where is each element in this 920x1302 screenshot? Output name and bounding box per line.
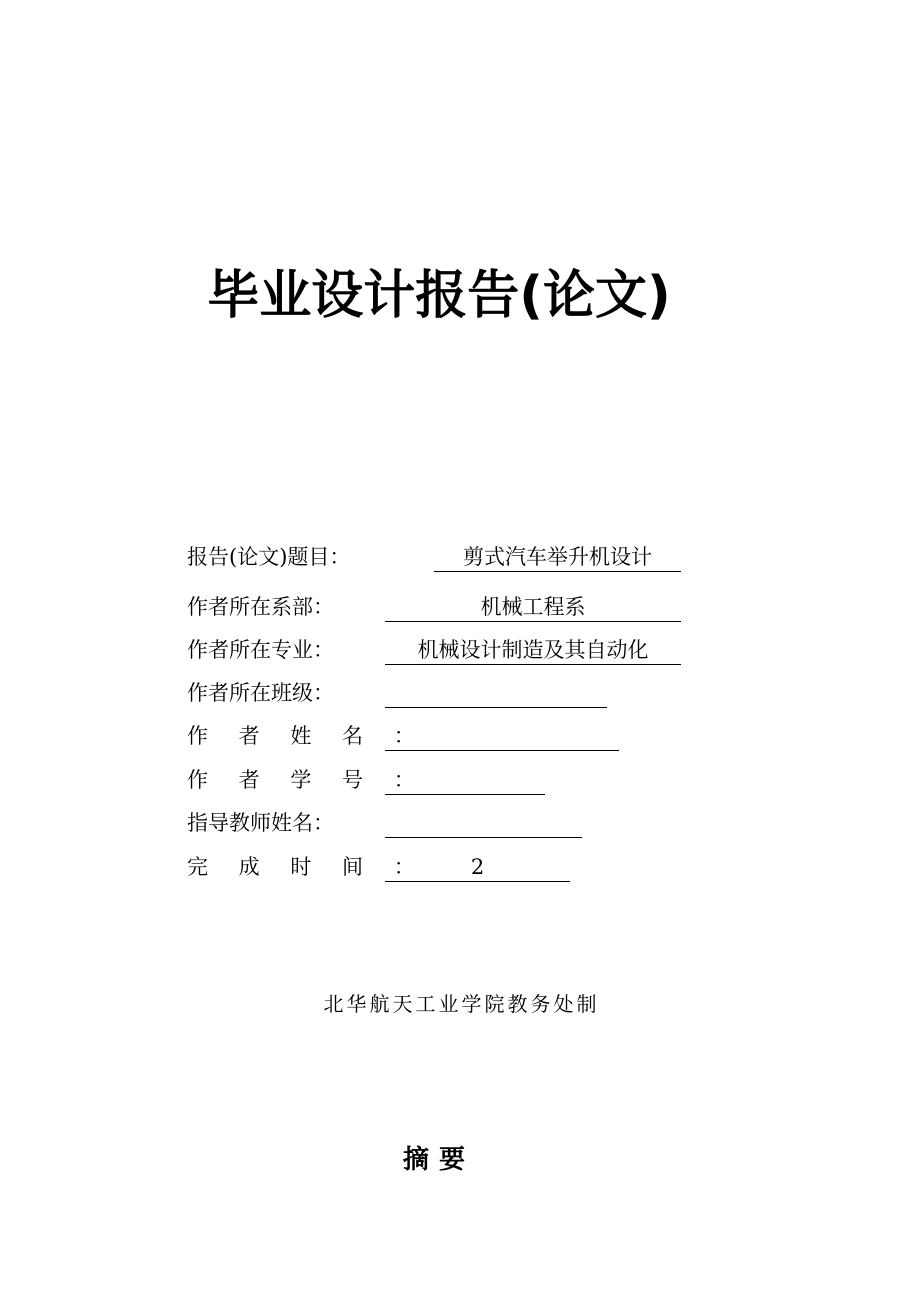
field-advisor: [187, 805, 707, 841]
field-student-id: [187, 762, 707, 798]
field-name: [187, 718, 707, 754]
field-major-value: 机械设计制造及其自动化: [385, 636, 681, 665]
field-class-value: [385, 679, 607, 708]
field-student-id-value: [385, 766, 545, 795]
field-title: [187, 539, 707, 575]
field-department-value: 机械工程系: [385, 593, 681, 622]
field-major: [187, 632, 707, 668]
field-department-label: 作者所在系部：: [187, 595, 334, 619]
main-title: 毕业设计报告(论文): [207, 266, 671, 326]
field-major-label: 作者所在专业：: [187, 638, 334, 662]
field-advisor-label: 指导教师姓名：: [187, 811, 334, 835]
field-title-value: 剪式汽车举升机设计: [434, 543, 681, 572]
field-name-label: 作 者 姓 名 ：: [187, 724, 427, 748]
field-student-id-label: 作 者 学 号 ：: [187, 768, 427, 792]
field-advisor-value: [385, 809, 582, 838]
field-name-value: [385, 722, 619, 751]
field-department: [187, 589, 707, 625]
field-completion-date: [187, 849, 707, 885]
abstract-heading: 摘要: [402, 1145, 475, 1175]
issuer-text: 北华航天工业学院教务处制: [323, 992, 600, 1016]
field-class: [187, 675, 707, 711]
field-title-label: 报告(论文)题目：: [187, 545, 351, 569]
field-class-label: 作者所在班级：: [187, 681, 334, 705]
field-completion-date-value: 2: [385, 853, 570, 882]
field-completion-date-label: 完 成 时 间 ：: [187, 855, 427, 879]
